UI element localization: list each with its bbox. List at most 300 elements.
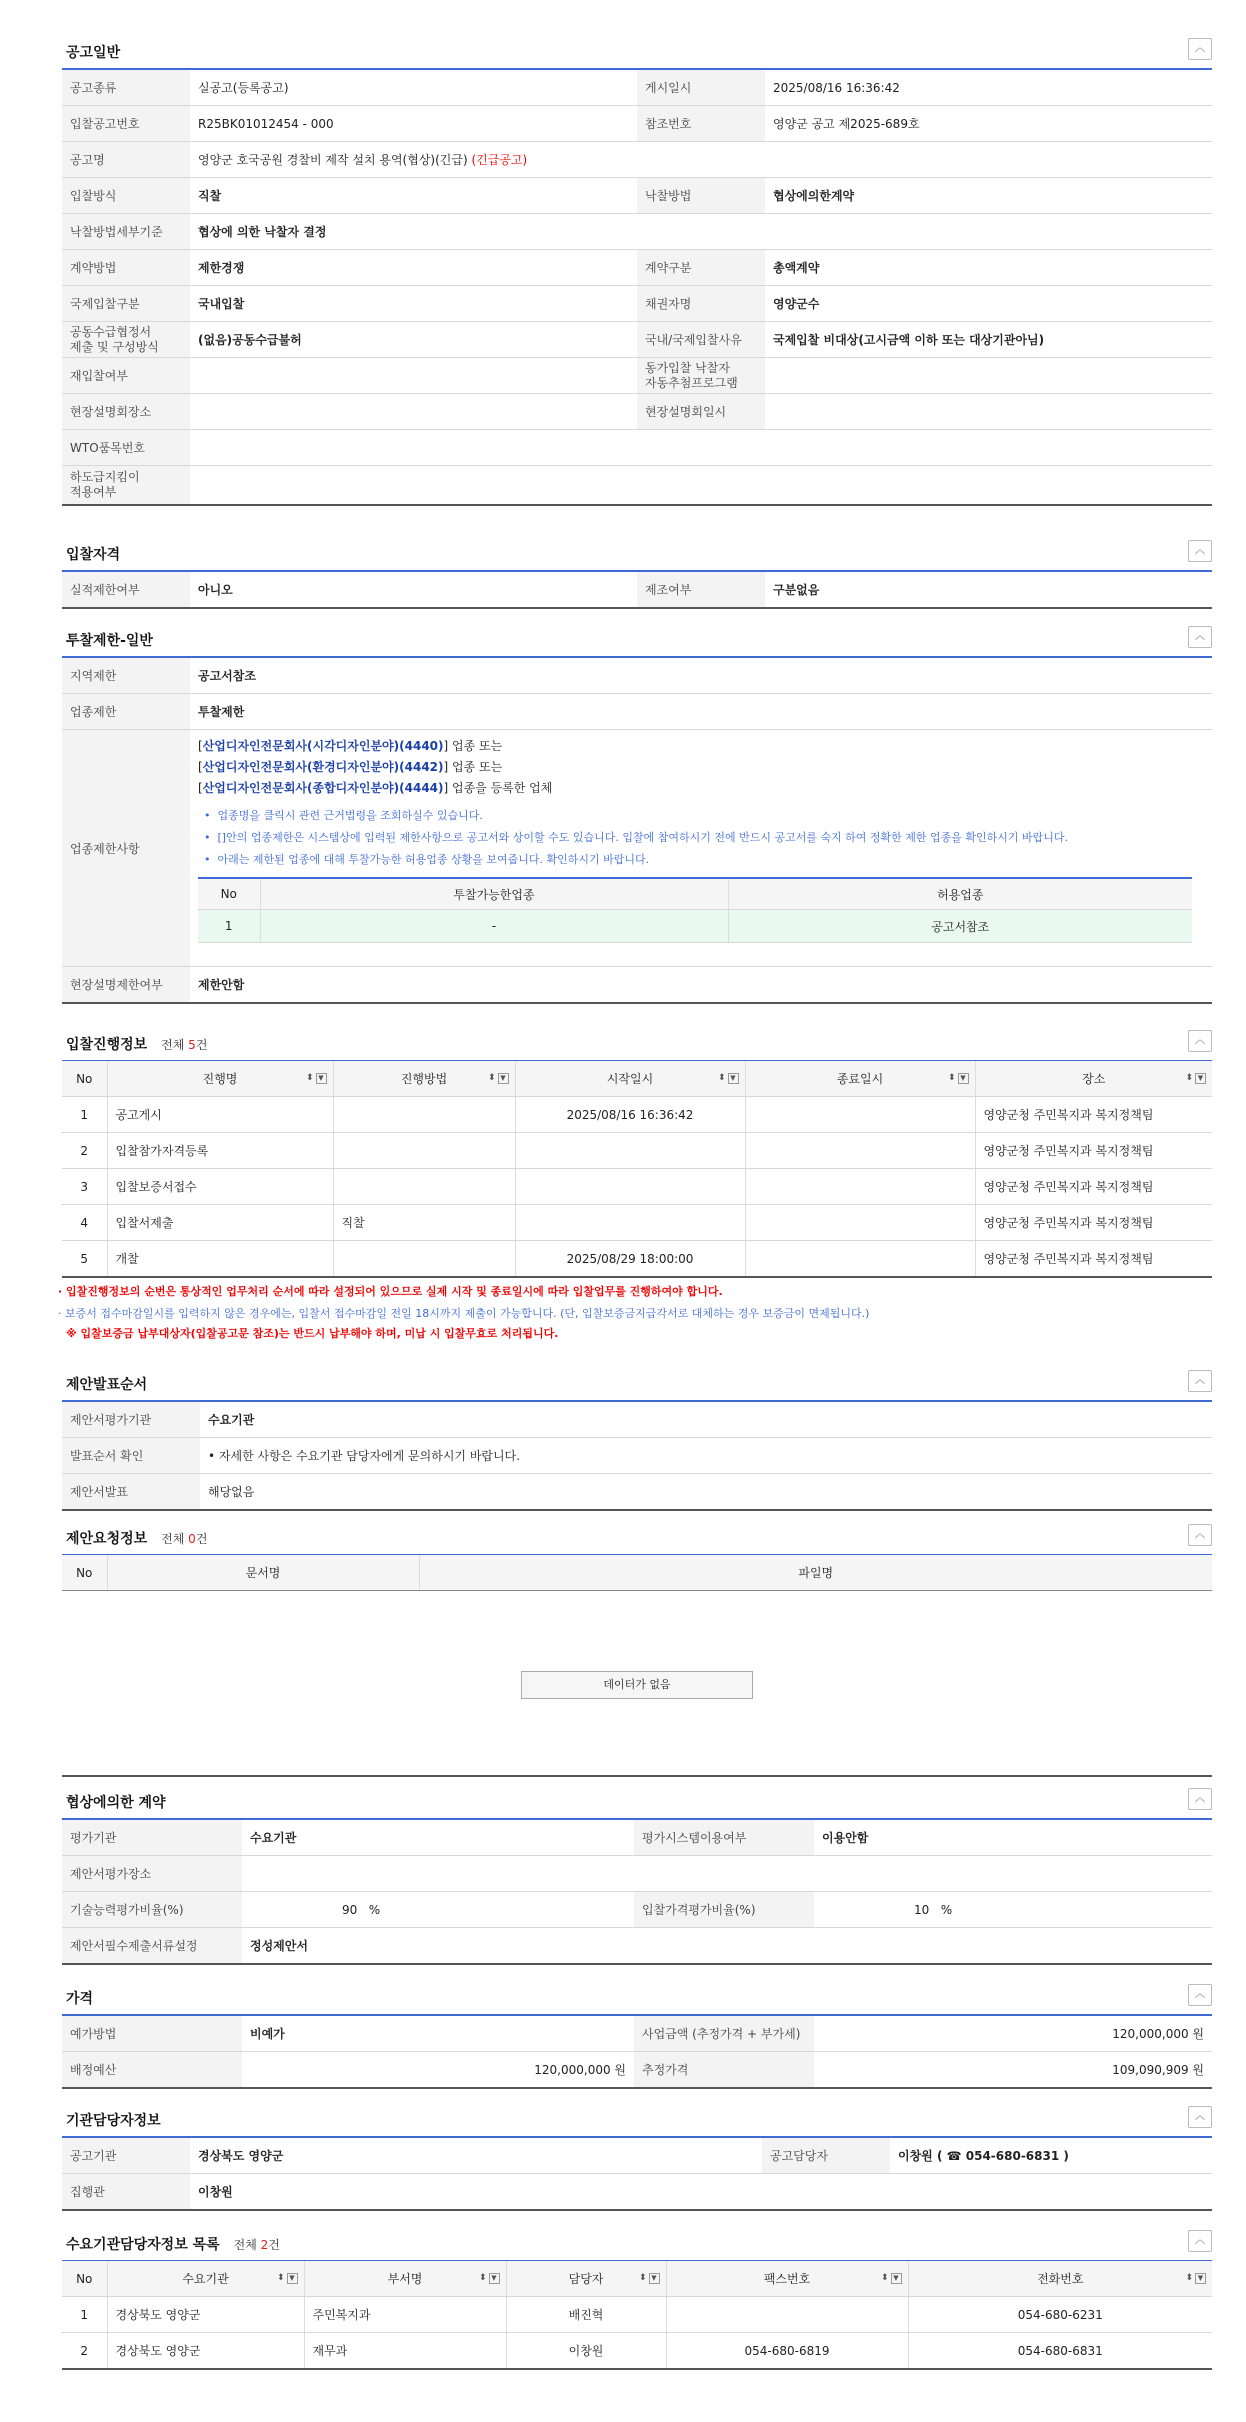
- cell: -: [260, 910, 728, 943]
- value: 비예가: [242, 2016, 634, 2052]
- note-item: • 업종명을 클릭시 관련 근거법령을 조회하실수 있습니다.: [204, 809, 483, 822]
- count-unit: 건: [195, 1038, 208, 1052]
- note-text: []안의 업종제한은 시스템상에 입력된 제한사항으로 공고서와 상이할 수도 있습니다. 입찰에 참여하시기 전에 반드시 공고서를 숙지 하여 정확한 제한 업종을 확인하시기 바랍니다.: [217, 831, 1069, 844]
- count-unit: 건: [268, 2238, 280, 2252]
- column-label: 시작일시: [606, 1072, 654, 1086]
- cell: 5: [62, 1241, 107, 1278]
- sort-icon[interactable]: ⬍ ▼: [639, 2273, 660, 2284]
- cell: [666, 2297, 908, 2333]
- value: [190, 394, 637, 430]
- table-row: [62, 1241, 1212, 1278]
- cell: [745, 1241, 975, 1278]
- value: 영양군수: [765, 286, 1212, 322]
- cell: 영양군청 주민복지과 복지정책팀: [975, 1169, 1212, 1205]
- table-header: [62, 1061, 1212, 1097]
- table-row: [62, 106, 1212, 142]
- sort-icon[interactable]: ⬍ ▼: [881, 2273, 902, 2284]
- cell: 배진혁: [506, 2297, 666, 2333]
- section-restriction: [62, 618, 1212, 1004]
- column-header-sortable[interactable]: [107, 1061, 333, 1097]
- sort-icon[interactable]: ⬍ ▼: [948, 1073, 969, 1084]
- column-header: 투찰가능한업종: [260, 878, 728, 910]
- cell: 영양군청 주민복지과 복지정책팀: [975, 1133, 1212, 1169]
- section-title: 기관담당자정보: [66, 2113, 161, 2129]
- value: [190, 466, 1212, 506]
- notes: [198, 805, 1192, 871]
- value: [765, 358, 1212, 394]
- cell: [745, 1097, 975, 1133]
- cell: 054-680-6819: [666, 2333, 908, 2370]
- label: 계약방법: [62, 250, 190, 286]
- no-data-message: 데이터가 없음: [521, 1671, 753, 1699]
- value: • 자세한 사항은 수요기관 담당자에게 문의하시기 바랍니다.: [200, 1438, 1212, 1474]
- urgent-badge: (긴급공고): [471, 153, 528, 167]
- label: 참조번호: [637, 106, 765, 142]
- value: 공고서참조: [190, 658, 1212, 694]
- value: 제한안함: [190, 967, 1212, 1004]
- general-table: [62, 70, 1212, 506]
- cell: 입찰보증서접수: [107, 1169, 333, 1205]
- section-header: [62, 2098, 1212, 2138]
- tech-ratio: 90: [342, 1902, 358, 1917]
- value: [190, 358, 637, 394]
- value: 2025/08/16 16:36:42: [765, 70, 1212, 106]
- sort-icon[interactable]: ⬍ ▼: [718, 1073, 739, 1084]
- label: 입찰가격평가비율(%): [634, 1892, 814, 1928]
- note-item: • 아래는 제한된 업종에 대해 투찰가능한 허용업종 상황을 보여줍니다. 확인하시기 바랍니다.: [204, 853, 650, 866]
- column-header-sortable[interactable]: [745, 1061, 975, 1097]
- cell: 2025/08/16 16:36:42: [515, 1097, 745, 1133]
- cell: [333, 1133, 515, 1169]
- label: 동가입찰 낙찰자 자동추첨프로그램: [637, 358, 765, 394]
- total-label: 전체: [233, 2238, 257, 2252]
- value: [765, 394, 1212, 430]
- section-title: 협상에의한 계약: [66, 1795, 166, 1811]
- restriction-table: [62, 658, 1212, 1004]
- value: 109,090,909 원: [814, 2052, 1212, 2089]
- sort-icon[interactable]: ⬍ ▼: [1185, 2273, 1206, 2284]
- section-demand: [62, 2222, 1212, 2370]
- label: 공고명: [62, 142, 190, 178]
- column-label: 팩스번호: [763, 2272, 811, 2286]
- cell: 1: [62, 2297, 107, 2333]
- label: 낙찰방법: [637, 178, 765, 214]
- column-label: 전화번호: [1037, 2272, 1084, 2286]
- cell: 2: [62, 2333, 107, 2370]
- label: 집행관: [62, 2174, 190, 2211]
- table-row: [62, 730, 1212, 967]
- total-count: [161, 1038, 207, 1052]
- label: 업종제한사항: [62, 730, 190, 967]
- label: 사업금액 (추정가격 + 부가세): [634, 2016, 814, 2052]
- label: 실적제한여부: [62, 572, 190, 608]
- value: 구분없음: [765, 572, 1212, 608]
- note-item: • []안의 업종제한은 시스템상에 입력된 제한사항으로 공고서와 상이할 수도 있습니다. 입찰에 참여하시기 전에 반드시 공고서를 숙지 하여 정확한 제한 업종을 확인하시기 바랍니다.: [204, 831, 1069, 844]
- section-title: 투찰제한-일반: [66, 633, 153, 649]
- sort-icon[interactable]: ⬍ ▼: [277, 2273, 298, 2284]
- label: 발표순서 확인: [62, 1438, 200, 1474]
- value: 이용안함: [814, 1820, 1212, 1856]
- table-row: [62, 1169, 1212, 1205]
- label: 국내/국제입찰사유: [637, 322, 765, 358]
- section-proposal-request: [62, 1516, 1212, 1777]
- column-header: No: [62, 2261, 107, 2297]
- column-label: 부서명: [387, 2272, 423, 2286]
- industry-suffix: 업종을 등록한 업체: [448, 781, 553, 795]
- table-row: [62, 2333, 1212, 2370]
- section-general: [62, 30, 1212, 506]
- table-row: [62, 1892, 1212, 1928]
- section-header: [62, 2222, 1212, 2260]
- section-title-text: 입찰진행정보: [66, 1037, 148, 1053]
- section-title: 공고일반: [66, 45, 121, 61]
- section-header: [62, 1362, 1212, 1402]
- value: R25BK01012454 - 000: [190, 106, 637, 142]
- industry-line: [산업디자인전문회사(시각디자인분야)(4440)] 업종 또는: [198, 739, 503, 753]
- value: 수요기관: [200, 1402, 1212, 1438]
- cell: 영양군청 주민복지과 복지정책팀: [975, 1241, 1212, 1278]
- label: 공동수급협정서 제출 및 구성방식: [62, 322, 190, 358]
- table-row: [62, 1820, 1212, 1856]
- section-title: [66, 1528, 207, 1548]
- column-header-sortable[interactable]: [515, 1061, 745, 1097]
- label: 제안서평가기관: [62, 1402, 200, 1438]
- count-unit: 건: [195, 1532, 208, 1546]
- value: 이창원: [190, 2174, 1212, 2211]
- column-label: 진행명: [202, 1072, 238, 1086]
- section-progress: [58, 1022, 1212, 1344]
- table-header: [62, 1555, 1212, 1591]
- column-label: 담당자: [568, 2272, 604, 2286]
- cell: 2025/08/29 18:00:00: [515, 1241, 745, 1278]
- cell: 주민복지과: [304, 2297, 506, 2333]
- value: [814, 1892, 1212, 1928]
- label: 계약구분: [637, 250, 765, 286]
- sort-icon[interactable]: ⬍ ▼: [479, 2273, 500, 2284]
- label: 지역제한: [62, 658, 190, 694]
- table-row: [62, 2297, 1212, 2333]
- label: 채권자명: [637, 286, 765, 322]
- section-negotiation: [62, 1780, 1212, 1965]
- section-title: 입찰자격: [66, 547, 121, 563]
- value: 정성제안서: [242, 1928, 1212, 1965]
- column-label: 수요기관: [182, 2272, 229, 2286]
- label: 제안서평가장소: [62, 1856, 242, 1892]
- section-title-text: 제안요청정보: [66, 1531, 148, 1547]
- column-header-sortable[interactable]: [333, 1061, 515, 1097]
- table-row: [62, 1402, 1212, 1438]
- proposal-order-table: [62, 1402, 1212, 1511]
- cell: 054-680-6231: [908, 2297, 1212, 2333]
- cell: [333, 1169, 515, 1205]
- column-label: 종료일시: [836, 1072, 884, 1086]
- table-header: [198, 878, 1192, 910]
- cell: 개찰: [107, 1241, 333, 1278]
- demand-table: [62, 2260, 1212, 2370]
- label: 입찰방식: [62, 178, 190, 214]
- cell: 입찰서제출: [107, 1205, 333, 1241]
- value: 제한경쟁: [190, 250, 637, 286]
- industry-detail: [190, 730, 1212, 967]
- table-row: [62, 2174, 1212, 2211]
- value: 총액계약: [765, 250, 1212, 286]
- section-title-text: 수요기관담당자정보 목록: [66, 2237, 220, 2253]
- sort-icon[interactable]: ⬍ ▼: [306, 1073, 327, 1084]
- sort-icon[interactable]: ⬍ ▼: [1185, 1073, 1206, 1084]
- table-row: [62, 70, 1212, 106]
- label: 재입찰여부: [62, 358, 190, 394]
- value: 120,000,000 원: [814, 2016, 1212, 2052]
- value: 국제입찰 비대상(고시금액 이하 또는 대상기관아님): [765, 322, 1212, 358]
- value: 실공고(등록공고): [190, 70, 637, 106]
- unit: %: [940, 1902, 953, 1917]
- cell: [333, 1241, 515, 1278]
- value: 이창원 ( ☎ 054-680-6831 ): [890, 2138, 1212, 2174]
- chevron-up-icon[interactable]: ︿: [1188, 1984, 1212, 2006]
- value: 수요기관: [242, 1820, 634, 1856]
- value: [242, 1856, 1212, 1892]
- label: 업종제한: [62, 694, 190, 730]
- cell: 영양군청 주민복지과 복지정책팀: [975, 1097, 1212, 1133]
- table-row: [62, 2052, 1212, 2089]
- label: 입찰공고번호: [62, 106, 190, 142]
- table-row: [62, 2138, 1212, 2174]
- total-count: [234, 2238, 280, 2252]
- value: (없음)공동수급불허: [190, 322, 637, 358]
- notice-name-text: 영양군 호국공원 경찰비 제작 설치 용역(협상)(긴급): [198, 153, 468, 167]
- chevron-up-icon[interactable]: ︿: [1188, 626, 1212, 648]
- section-title: [66, 1034, 207, 1054]
- column-header-sortable[interactable]: [107, 2261, 304, 2297]
- agency-table: [62, 2138, 1212, 2211]
- label: WTO품목번호: [62, 430, 190, 466]
- table-row: [62, 1474, 1212, 1511]
- table-row: [62, 967, 1212, 1004]
- column-header: 파일명: [419, 1555, 1212, 1591]
- table-row: [62, 1097, 1212, 1133]
- industry-link[interactable]: 산업디자인전문회사(환경디자인분야)(4442): [202, 760, 444, 774]
- label: 제안서필수제출서류설정: [62, 1928, 242, 1965]
- label: 공고기관: [62, 2138, 190, 2174]
- table-row: [62, 1438, 1212, 1474]
- label: 공고종류: [62, 70, 190, 106]
- section-header: [62, 1516, 1212, 1554]
- column-header-sortable[interactable]: [506, 2261, 666, 2297]
- progress-table: [62, 1060, 1212, 1278]
- label: 제조여부: [637, 572, 765, 608]
- label: 국제입찰구분: [62, 286, 190, 322]
- label: 추정가격: [634, 2052, 814, 2089]
- cell: 이창원: [506, 2333, 666, 2370]
- chevron-up-icon[interactable]: ︿: [1188, 1370, 1212, 1392]
- cell: 공고게시: [107, 1097, 333, 1133]
- qualification-table: [62, 572, 1212, 609]
- table-row: [62, 1133, 1212, 1169]
- industry-link[interactable]: 산업디자인전문회사(시각디자인분야)(4440): [202, 739, 444, 753]
- notice-name: [190, 142, 1212, 178]
- cell: [333, 1097, 515, 1133]
- chevron-up-icon[interactable]: ︿: [1188, 2106, 1212, 2128]
- section-header: [62, 30, 1212, 70]
- allowed-industry-table: [198, 877, 1192, 943]
- cell: 1: [198, 910, 260, 943]
- value: 국내입찰: [190, 286, 637, 322]
- section-header: [62, 1022, 1212, 1060]
- table-row: [62, 286, 1212, 322]
- negotiation-table: [62, 1820, 1212, 1965]
- column-header: 허용업종: [728, 878, 1192, 910]
- value: 경상북도 영양군: [190, 2138, 762, 2174]
- value: 해당없음: [200, 1474, 1212, 1511]
- column-header-sortable[interactable]: [304, 2261, 506, 2297]
- column-header: 문서명: [107, 1555, 419, 1591]
- price-table: [62, 2016, 1212, 2089]
- chevron-up-icon[interactable]: ︿: [1188, 2230, 1212, 2252]
- column-label: 장소: [1082, 1072, 1106, 1086]
- table-row: [62, 1928, 1212, 1965]
- table-row: [62, 214, 1212, 250]
- cell: [745, 1133, 975, 1169]
- note-text: 보증서 접수마감일시를 입력하지 않은 경우에는, 입찰서 접수마감일 전일 18시까지 제출이 가능합니다. (단, 입찰보증금지급각서로 대체하는 경우 보증금이 면제됩니다.): [65, 1307, 870, 1320]
- section-header: [62, 532, 1212, 572]
- cell: 영양군청 주민복지과 복지정책팀: [975, 1205, 1212, 1241]
- value: [242, 1892, 634, 1928]
- table-row: [62, 394, 1212, 430]
- sort-icon[interactable]: ⬍ ▼: [488, 1073, 509, 1084]
- section-header: [62, 618, 1212, 658]
- table-row: [62, 572, 1212, 608]
- count-value: 2: [260, 2238, 269, 2252]
- label: 게시일시: [637, 70, 765, 106]
- note-text: 아래는 제한된 업종에 대해 투찰가능한 허용업종 상황을 보여줍니다. 확인하시기 바랍니다.: [217, 853, 650, 866]
- label: 예가방법: [62, 2016, 242, 2052]
- cell: 직찰: [333, 1205, 515, 1241]
- section-agency: [62, 2098, 1212, 2211]
- cell: 경상북도 영양군: [107, 2297, 304, 2333]
- note-item: · 보증서 접수마감일시를 입력하지 않은 경우에는, 입찰서 접수마감일 전일 18시까지 제출이 가능합니다. (단, 입찰보증금지급각서로 대체하는 경우 보증금이 면제됩니다.): [58, 1307, 870, 1320]
- table-header: [62, 2261, 1212, 2297]
- table-row: [62, 358, 1212, 394]
- label: 현장설명회일시: [637, 394, 765, 430]
- table-row: [62, 142, 1212, 178]
- label: 하도급지킴이 적용여부: [62, 466, 190, 506]
- value: 120,000,000 원: [242, 2052, 634, 2089]
- table-row: [62, 694, 1212, 730]
- chevron-up-icon[interactable]: ︿: [1188, 38, 1212, 60]
- total-label: 전체: [161, 1038, 185, 1052]
- value: 투찰제한: [190, 694, 1212, 730]
- note-text: 업종명을 클릭시 관련 근거법령을 조회하실수 있습니다.: [217, 809, 483, 822]
- value: 영양군 공고 제2025-689호: [765, 106, 1212, 142]
- cell: 2: [62, 1133, 107, 1169]
- cell: [515, 1205, 745, 1241]
- cell: 4: [62, 1205, 107, 1241]
- unit: %: [368, 1902, 381, 1917]
- chevron-up-icon[interactable]: ︿: [1188, 1030, 1212, 1052]
- column-header: No: [198, 878, 260, 910]
- column-header: No: [62, 1555, 107, 1591]
- column-label: 진행방법: [400, 1072, 448, 1086]
- progress-notes: [58, 1282, 1212, 1344]
- value: 협상에의한계약: [765, 178, 1212, 214]
- industry-line: [산업디자인전문회사(환경디자인분야)(4442)] 업종 또는: [198, 760, 503, 774]
- table-row: [62, 430, 1212, 466]
- table-row: [62, 466, 1212, 506]
- total-label: 전체: [161, 1532, 185, 1546]
- section-header: [62, 1976, 1212, 2016]
- table-row: [62, 178, 1212, 214]
- chevron-up-icon[interactable]: ︿: [1188, 540, 1212, 562]
- table-row: [62, 2016, 1212, 2052]
- count-value: 0: [188, 1532, 196, 1546]
- industry-line: [산업디자인전문회사(종합디자인분야)(4444)] 업종을 등록한 업체: [198, 781, 553, 795]
- table-row: [62, 658, 1212, 694]
- cell: 입찰참가자격등록: [107, 1133, 333, 1169]
- cell: [515, 1169, 745, 1205]
- cell: 재무과: [304, 2333, 506, 2370]
- table-row: [62, 322, 1212, 358]
- section-header: [62, 1780, 1212, 1820]
- label: 제안서발표: [62, 1474, 200, 1511]
- section-price: [62, 1976, 1212, 2089]
- section-title: 가격: [66, 1991, 94, 2007]
- value: 아니오: [190, 572, 637, 608]
- industry-link[interactable]: 산업디자인전문회사(종합디자인분야)(4444): [202, 781, 444, 795]
- label: 낙찰방법세부기준: [62, 214, 190, 250]
- section-proposal-order: [62, 1362, 1212, 1511]
- section-qualification: [62, 532, 1212, 609]
- cell: 경상북도 영양군: [107, 2333, 304, 2370]
- table-row: [62, 250, 1212, 286]
- section-title: [66, 2234, 280, 2254]
- note-item: ※ 입찰보증금 납부대상자(입찰공고문 참조)는 반드시 납부해야 하며, 미납 시 입찰무효로 처리됩니다.: [66, 1327, 559, 1340]
- value: 협상에 의한 낙찰자 결정: [190, 214, 1212, 250]
- label: 현장설명회장소: [62, 394, 190, 430]
- chevron-up-icon[interactable]: ︿: [1188, 1788, 1212, 1810]
- label: 배정예산: [62, 2052, 242, 2089]
- empty-state: [62, 1591, 1212, 1777]
- chevron-up-icon[interactable]: ︿: [1188, 1524, 1212, 1546]
- cell: 1: [62, 1097, 107, 1133]
- cell: [745, 1205, 975, 1241]
- column-header-sortable[interactable]: [666, 2261, 908, 2297]
- table-row: [62, 1856, 1212, 1892]
- label: 공고담당자: [762, 2138, 890, 2174]
- value: 직찰: [190, 178, 637, 214]
- cell: 3: [62, 1169, 107, 1205]
- label: 현장설명제한여부: [62, 967, 190, 1004]
- price-ratio: 10: [914, 1902, 930, 1917]
- label: 평가기관: [62, 1820, 242, 1856]
- label: 평가시스템이용여부: [634, 1820, 814, 1856]
- value: [190, 430, 1212, 466]
- cell: [745, 1169, 975, 1205]
- count-value: 5: [188, 1038, 196, 1052]
- value-text: 자세한 사항은 수요기관 담당자에게 문의하시기 바랍니다.: [218, 1449, 521, 1463]
- column-header-sortable[interactable]: [975, 1061, 1212, 1097]
- cell: 054-680-6831: [908, 2333, 1212, 2370]
- industry-suffix: 업종 또는: [448, 760, 503, 774]
- note-text: 입찰진행정보의 순번은 통상적인 업무처리 순서에 따라 설정되어 있으므로 실제 시작 및 종료일시에 따라 입찰업무를 진행하여야 합니다.: [66, 1285, 723, 1298]
- cell: [515, 1133, 745, 1169]
- total-count: [161, 1532, 207, 1546]
- column-header-sortable[interactable]: [908, 2261, 1212, 2297]
- column-header: No: [62, 1061, 107, 1097]
- industry-suffix: 업종 또는: [448, 739, 503, 753]
- table-row: [198, 910, 1192, 943]
- table-row: [62, 1205, 1212, 1241]
- proposal-request-table: [62, 1554, 1212, 1591]
